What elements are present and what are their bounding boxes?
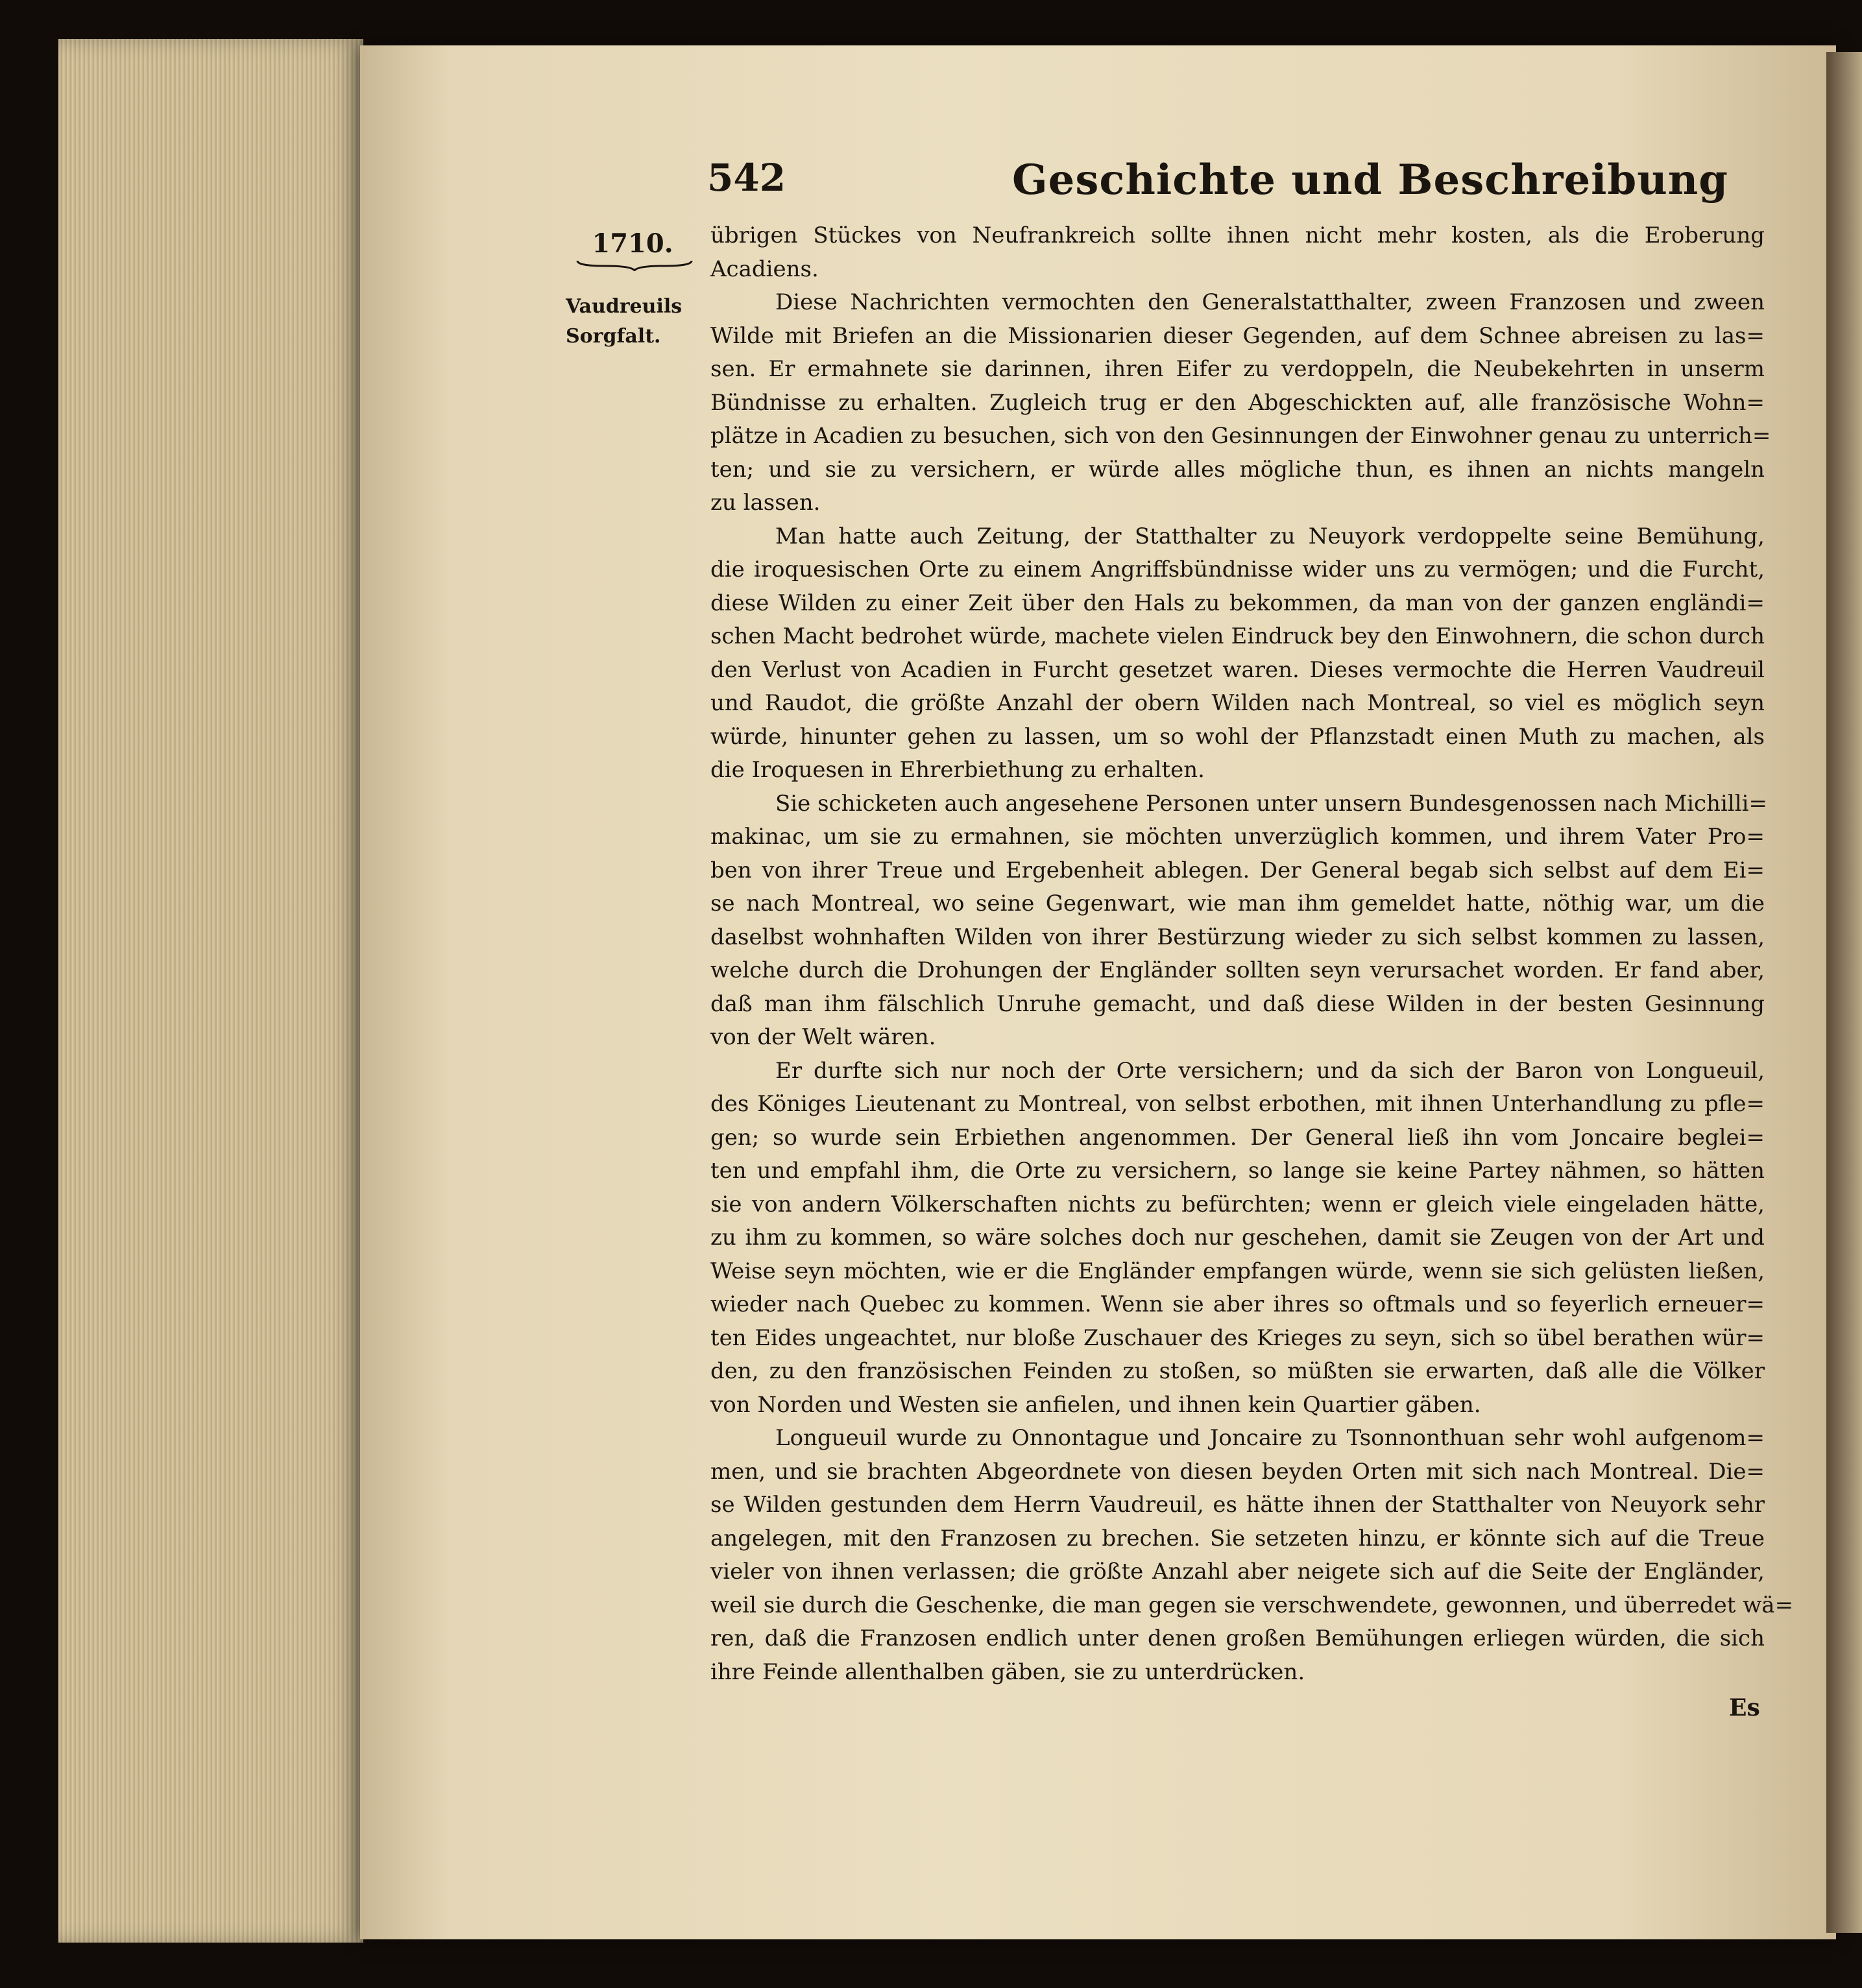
text-line: Wilde mit Briefen an die Missionarien dieser Gegenden, auf dem Schnee abreisen zu las=: [710, 322, 1765, 349]
text-line: Acadiens.: [710, 256, 819, 282]
text-line: ren, daß die Franzosen endlich unter denen großen Bemühungen erliegen würden, die sich: [710, 1625, 1765, 1651]
text-line: von Norden und Westen sie anfielen, und ihnen kein Quartier gäben.: [710, 1391, 1481, 1418]
text-line: Er durfte sich nur noch der Orte versichern; und da sich der Baron von Longueuil,: [775, 1057, 1765, 1084]
text-line: des Königes Lieutenant zu Montreal, von selbst erbothen, mit ihnen Unterhandlung zu pfle=: [710, 1091, 1765, 1117]
page-header: [707, 156, 1797, 214]
text-line: diese Wilden zu einer Zeit über den Hals zu bekommen, da man von der ganzen engländi=: [710, 590, 1765, 616]
text-line: von der Welt wären.: [710, 1024, 936, 1050]
text-line: ten und empfahl ihm, die Orte zu versichern, so lange sie keine Partey nähmen, so hätten: [710, 1158, 1765, 1184]
text-line: die iroquesischen Orte zu einem Angriffsbündnisse wider uns zu vermögen; und die Furcht,: [710, 557, 1765, 582]
text-line: und Raudot, die größte Anzahl der obern Wilden nach Montreal, so viel es möglich seyn: [710, 690, 1765, 716]
page-number: 542: [707, 156, 786, 200]
text-line: übrigen Stückes von Neufrankreich sollte ihnen nicht mehr kosten, als die Eroberung: [710, 222, 1765, 248]
margin-year: 1710.: [592, 228, 673, 259]
text-line: se nach Montreal, wo seine Gegenwart, wie man ihm gemeldet hatte, nöthig war, um die: [710, 891, 1765, 916]
text-line: angelegen, mit den Franzosen zu brechen. Sie setzeten hinzu, er könnte sich auf die Treue: [710, 1525, 1765, 1551]
margin-note: [566, 292, 702, 352]
text-line: sie von andern Völkerschaften nichts zu befürchten; wenn er gleich viele eingeladen hätte,: [710, 1191, 1765, 1217]
running-title: Geschichte und Beschreibung: [1012, 156, 1729, 204]
text-line: vieler von ihnen verlassen; die größte Anzahl aber neigete sich auf die Seite der Engländer,: [710, 1559, 1765, 1585]
facing-page-edge: [1826, 52, 1862, 1933]
text-line: den Verlust von Acadien in Furcht gesetzet waren. Dieses vermochte die Herren Vaudreuil: [710, 656, 1765, 683]
text-line: ten Eides ungeachtet, nur bloße Zuschauer des Krieges zu seyn, sich so übel berathen wür=: [710, 1324, 1765, 1351]
text-line: daselbst wohnhaften Wilden von ihrer Bestürzung wieder zu sich selbst kommen zu lassen,: [710, 924, 1765, 950]
text-line: Sie schicketen auch angesehene Personen unter unsern Bundesgenossen nach Michilli=: [775, 790, 1767, 817]
text-line: Weise seyn möchten, wie er die Engländer empfangen würde, wenn sie sich gelüsten ließen,: [710, 1258, 1765, 1284]
catchword: Es: [1729, 1694, 1760, 1721]
text-line: schen Macht bedrohet würde, machete vielen Eindruck bey den Einwohnern, die schon durch: [710, 623, 1765, 649]
text-line: Diese Nachrichten vermochten den Generalstatthalter, zween Franzosen und zween: [775, 289, 1765, 315]
year-brace-ornament: [576, 259, 693, 271]
text-line: zu ihm zu kommen, so wäre solches doch nur geschehen, damit sie Zeugen von der Art und: [710, 1225, 1765, 1251]
text-line: wieder nach Quebec zu kommen. Wenn sie aber ihres so oftmals und so feyerlich erneuer=: [710, 1291, 1765, 1317]
text-line: würde, hinunter gehen zu lassen, um so wohl der Pflanzstadt einen Muth zu machen, als: [710, 723, 1765, 750]
text-line: weil sie durch die Geschenke, die man gegen sie verschwendete, gewonnen, und überredet wä=: [710, 1592, 1794, 1618]
text-line: Man hatte auch Zeitung, der Statthalter zu Neuyork verdoppelte seine Bemühung,: [775, 523, 1765, 549]
text-line: welche durch die Drohungen der Engländer sollten seyn verursachet worden. Er fand aber,: [710, 957, 1765, 983]
text-line: zu lassen.: [710, 490, 821, 516]
text-line: makinac, um sie zu ermahnen, sie möchten unverzüglich kommen, und ihrem Vater Pro=: [710, 824, 1765, 850]
margin-note-line-1: Vaudreuils: [566, 295, 683, 318]
text-line: den, zu den französischen Feinden zu stoßen, so müßten sie erwarten, daß alle die Völker: [710, 1358, 1765, 1384]
text-line: gen; so wurde sein Erbiethen angenommen. Der General ließ ihn vom Joncaire beglei=: [710, 1124, 1765, 1151]
text-line: plätze in Acadien zu besuchen, sich von den Gesinnungen der Einwohner genau zu unterrich=: [710, 423, 1771, 449]
text-line: men, und sie brachten Abgeordnete von diesen beyden Orten mit sich nach Montreal. Die=: [710, 1458, 1765, 1485]
text-line: ihre Feinde allenthalben gäben, sie zu unterdrücken.: [710, 1659, 1305, 1685]
text-line: ten; und sie zu versichern, er würde alles mögliche thun, es ihnen an nichts mangeln: [710, 456, 1765, 483]
text-line: Longueuil wurde zu Onnontague und Joncaire zu Tsonnonthuan sehr wohl aufgenom=: [775, 1425, 1765, 1451]
text-line: sen. Er ermahnete sie darinnen, ihren Eifer zu verdoppeln, die Neubekehrten in unserm: [710, 356, 1765, 382]
margin-note-line-2: Sorgfalt.: [566, 325, 661, 348]
text-line: ben von ihrer Treue und Ergebenheit ablegen. Der General begab sich selbst auf dem Ei=: [710, 857, 1765, 883]
page-block-edge: [58, 39, 363, 1943]
text-line: Bündnisse zu erhalten. Zugleich trug er den Abgeschickten auf, alle französische Wohn=: [710, 389, 1765, 416]
text-line: daß man ihm fälschlich Unruhe gemacht, und daß diese Wilden in der besten Gesinnung: [710, 990, 1765, 1017]
text-line: se Wilden gestunden dem Herrn Vaudreuil, es hätte ihnen der Statthalter von Neuyork sehr: [710, 1492, 1765, 1518]
text-line: die Iroquesen in Ehrerbiethung zu erhalten.: [710, 757, 1205, 783]
body-text: [710, 219, 1794, 1689]
